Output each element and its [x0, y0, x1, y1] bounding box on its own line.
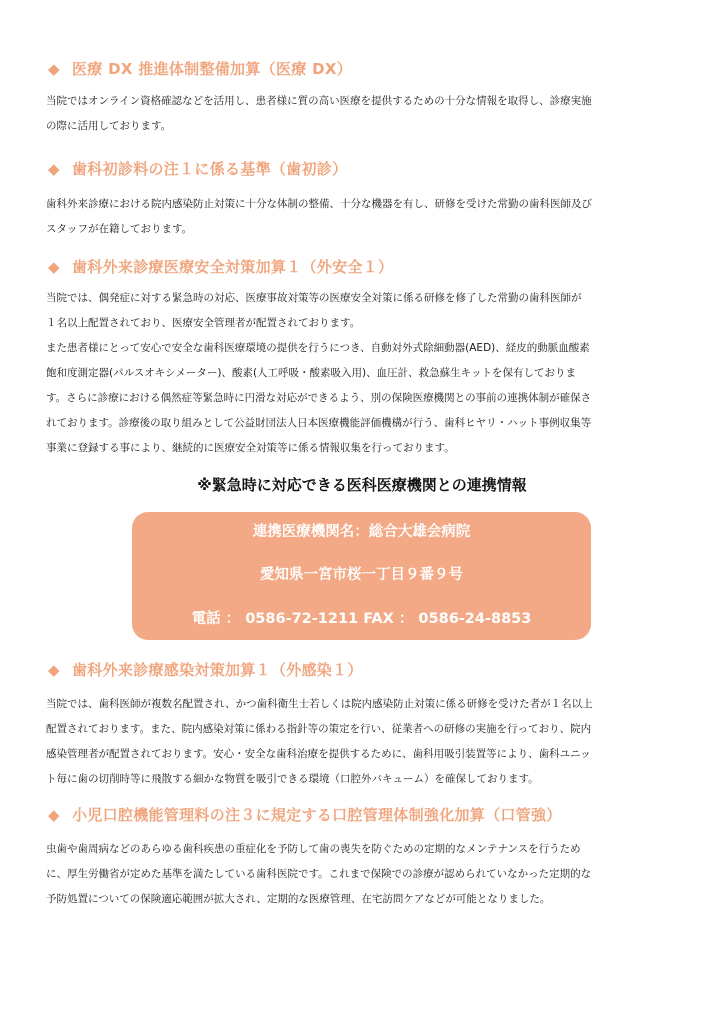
section-heading-initial-consultation	[48, 158, 347, 179]
body-line: れております。診療後の取り組みとして公益財団法人日本医療機能評価機構が行う、歯科ヒヤリ・ハット事例収集等	[46, 417, 592, 429]
body-line: す。さらに診療における偶然症等緊急時に円滑な対応ができるよう、別の保険医療機関との事前の連携体制が確保さ	[46, 392, 592, 404]
section-heading-medical-dx	[48, 58, 352, 79]
body-line: 事業に登録する事により、継続的に医療安全対策等に係る情報収集を行っております。	[46, 442, 455, 454]
body-line: スタッフが在籍しております。	[46, 223, 193, 235]
section-heading-text: 歯科外来診療医療安全対策加算１（外安全１）	[72, 258, 394, 276]
section-heading-safety-measures	[48, 256, 393, 277]
diamond-icon: ◆	[48, 258, 60, 276]
diamond-icon: ◆	[48, 806, 60, 824]
body-line: 感染管理者が配置されております。安心・安全な歯科治療を提供するために、歯科用吸引装置等により、歯科ユニッ	[46, 748, 591, 760]
body-line: の際に活用しております。	[46, 120, 172, 132]
section-heading-text: 歯科外来診療感染対策加算１（外感染１）	[72, 661, 363, 679]
body-line: また患者様にとって安心で安全な歯科医療環境の提供を行うにつき、自動対外式除細動器(AED)、経皮的動脈血酸素	[46, 342, 590, 354]
section-heading-infection-control	[48, 659, 363, 680]
body-line: に、厚生労働省が定めた基準を満たしている歯科医院です。これまで保険での診療が認められていなかった定期的な	[46, 868, 592, 880]
body-line: 配置されております。また、院内感染対策に係わる指針等の策定を行い、従業者への研修の実施を行っており、院内	[46, 723, 592, 735]
section-heading-oral-management	[48, 804, 562, 825]
section-heading-text: 医療 DX 推進体制整備加算（医療 DX）	[72, 60, 352, 78]
section-heading-text: 歯科初診料の注１に係る基準（歯初診）	[72, 160, 348, 178]
section-body-initial-consultation	[46, 192, 686, 242]
body-line: 虫歯や歯周病などのあらゆる歯科疾患の重症化を予防して歯の喪失を防ぐための定期的なメンテナンスを行うため	[46, 843, 581, 855]
body-line: 予防処置についての保険適応範囲が拡大され、定期的な医療管理、在宅訪問ケアなどが可能となりました。	[46, 893, 551, 905]
section-body-oral-management	[46, 837, 686, 912]
diamond-icon: ◆	[48, 160, 60, 178]
body-line: 歯科外来診療における院内感染防止対策に十分な体制の整備、十分な機器を有し、研修を受けた常勤の歯科医師及び	[46, 198, 592, 210]
section-heading-text: 小児口腔機能管理料の注３に規定する口腔管理体制強化加算（口管強）	[72, 806, 562, 824]
body-line: 当院では、偶発症に対する緊急時の対応、医療事故対策等の医療安全対策に係る研修を修了した常勤の歯科医師が	[46, 292, 582, 304]
body-line: 飽和度測定器(パルスオキシメーター)、酸素(人工呼吸・酸素吸入用)、血圧計、救急蘇生キットを保有しておりま	[46, 367, 576, 379]
body-line: ト毎に歯の切削時等に飛散する細かな物質を吸引できる環境（口腔外バキューム）を確保しております。	[46, 773, 539, 785]
body-line: １名以上配置されており、医療安全管理者が配置されております。	[46, 317, 361, 329]
diamond-icon: ◆	[48, 60, 60, 78]
section-body-safety-measures	[46, 286, 686, 461]
partner-hospital-info-box	[132, 512, 591, 640]
body-line: 当院ではオンライン資格確認などを活用し、患者様に質の高い医療を提供するための十分な情報を取得し、診療実施	[46, 95, 592, 107]
emergency-notice-title: ※緊急時に対応できる医科医療機関との連携情報	[197, 476, 527, 494]
body-line: 当院では、歯科医師が複数名配置され、かつ歯科衛生士若しくは院内感染防止対策に係る研修を受けた者が１名以上	[46, 698, 593, 710]
section-body-infection-control	[46, 692, 686, 792]
diamond-icon: ◆	[48, 661, 60, 679]
section-body-medical-dx	[46, 89, 686, 139]
partner-hospital-phone: 電話 ： 0586-72-1211 FAX ： 0586-24-8853	[191, 611, 532, 627]
partner-hospital-name: 連携医療機関名：総合大雄会病院	[252, 524, 471, 540]
partner-hospital-address: 愛知県一宮市桜一丁目９番９号	[260, 567, 463, 583]
